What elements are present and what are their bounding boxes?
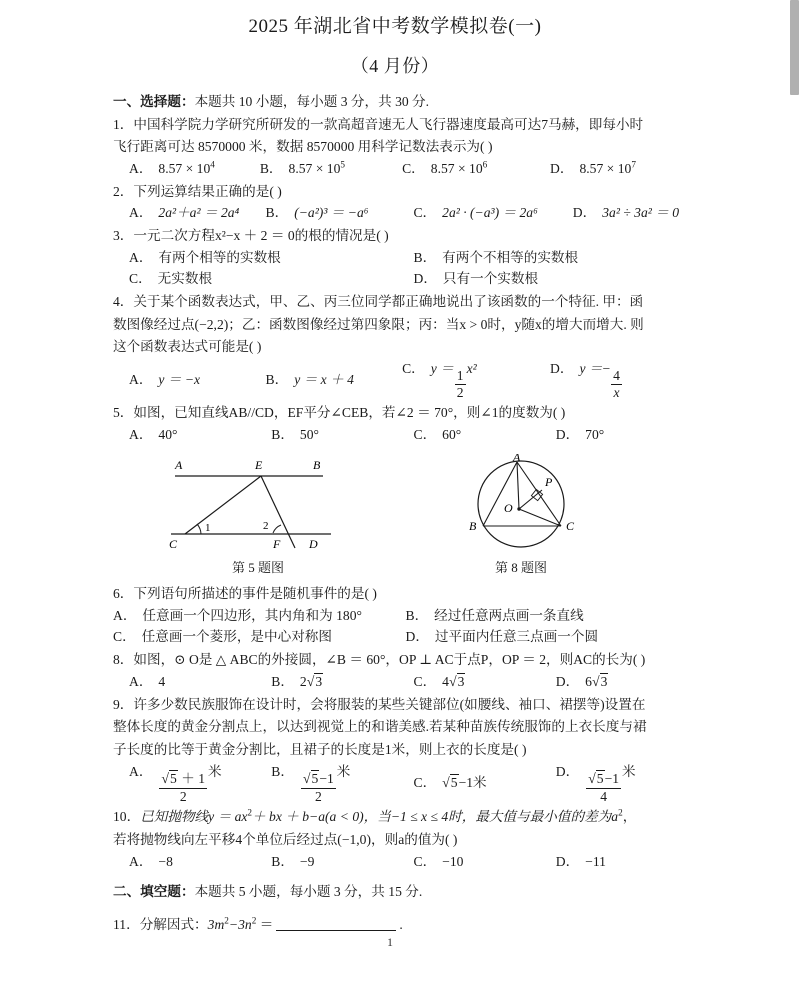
q11-expr-b: −3n	[228, 917, 252, 933]
figure-5	[133, 454, 383, 578]
q9-line2: 整体长度的黄金分割点上，以达到视觉上的和谐美感.若某种苗族传统服饰的上衣长度与裙	[113, 719, 647, 735]
q2-option-a[interactable]: A． 2a²＋a² ＝ 2a⁴	[129, 205, 240, 221]
q9-option-a[interactable]: A． $\frac{√5 + 1}{2}$ 米	[129, 763, 222, 805]
question-9	[113, 695, 698, 716]
q1-line2-text: 飞行距离可达 8570000 米，数据 8570000 用科学记数法表示为( )	[113, 139, 493, 155]
q9-option-b[interactable]: B． $\frac{√5-1}{2}$ 米	[271, 763, 351, 805]
q9-option-c[interactable]: C． √5−1米	[414, 773, 556, 794]
q11-expr-a: 3m	[207, 917, 225, 933]
q9-number: 9．	[113, 696, 134, 712]
q4-option-a[interactable]: A． y ＝ −x	[129, 371, 201, 387]
figure-5-angle-1: 1	[205, 521, 211, 534]
q5-number: 5．	[113, 405, 134, 421]
section-heading-fill	[113, 882, 698, 903]
q8-number: 8．	[113, 651, 134, 667]
q8-option-d[interactable]: D． 6√3	[556, 672, 609, 693]
q10-option-b[interactable]: B． −9	[271, 853, 315, 869]
q5-option-a[interactable]: A． 40°	[129, 426, 178, 442]
q10-option-d[interactable]: D． −11	[555, 853, 606, 869]
q10-line1-b: ＋ bx ＋ b−a(a < 0)，当−1 ≤ x ≤ 4时，最大值与最小值的差为a	[252, 809, 619, 825]
q4-number: 4．	[113, 293, 134, 309]
q5-option-b[interactable]: B． 50°	[271, 426, 319, 442]
page-number: 1	[387, 935, 393, 949]
figure-8-label-O: O	[504, 500, 513, 515]
q2-option-b[interactable]: B． (−a²)³ ＝ −a⁶	[265, 205, 369, 221]
q6-options-row2	[113, 627, 698, 648]
q8-c-sqrt: √3	[448, 673, 465, 690]
q8-text: 如图，⊙ O是 △ ABC的外接圆，∠B ＝ 60°，OP ⊥ AC于点P，OP ＝ 2，则AC的长为( )	[133, 651, 646, 667]
q3-option-b[interactable]: B． 有两个不相等的实数根	[413, 249, 579, 265]
section1-body: 本题共 10 小题，每小题 3 分，共 30 分.	[194, 94, 430, 109]
q4-line3: 这个函数表达式可能是( )	[113, 339, 262, 355]
q3-option-c[interactable]: C． 无实数根	[129, 271, 213, 287]
section2-body: 本题共 5 小题，每小题 3 分，共 15 分.	[194, 884, 423, 900]
q6-option-a[interactable]: A． 任意画一个四边形，其内角和为 180°	[113, 607, 362, 623]
figure-8-label-A: A	[513, 453, 521, 464]
q1-option-a[interactable]: A． $8.57 \times 10^4$	[129, 159, 215, 176]
q8-options	[113, 672, 698, 693]
q10-number: 10．	[113, 809, 141, 825]
q8-option-a[interactable]: A． 4	[129, 673, 166, 689]
section2-prefix: 二、填空题：	[113, 884, 195, 900]
q11-suffix: .	[399, 917, 403, 933]
q9-c-sqrt: √5	[442, 775, 458, 791]
q9-a-fraction: $\frac{√5 + 1}{2}$	[161, 770, 206, 805]
q3-number: 3．	[113, 227, 134, 243]
page-subtitle: （4 月份）	[350, 56, 440, 76]
q9-options	[113, 762, 698, 806]
scrollbar-thumb[interactable]	[790, 0, 799, 95]
question-10: 10．已知抛物线$y = ax^2+$ bx ＋ b−a(a < 0)，当−1 ≤ x ≤ 4时，最大值与最小值的差为$a^2$，	[113, 807, 637, 825]
q4-c-fraction: $\frac{1}{2}$	[456, 367, 464, 400]
q4-options	[113, 359, 698, 401]
q8-b-sqrt: √3	[306, 673, 323, 690]
question-2	[113, 182, 698, 203]
q3-text: 一元二次方程x²−x ＋ 2 ＝ 0的根的情况是( )	[133, 227, 389, 243]
q4-line2: 数图像经过点(−2,2)；乙：函数图像经过第四象限；丙：当x > 0时，y随x的增大而增大. 则	[113, 316, 644, 332]
q6-option-b[interactable]: B． 经过任意两点画一条直线	[405, 607, 584, 623]
q10-line2: 若将抛物线向左平移4个单位后经过点(−1,0)，则a的值为( )	[113, 832, 458, 848]
q8-option-b[interactable]: B． 2√3	[271, 672, 413, 693]
q4-d-sign: −	[602, 360, 611, 376]
q10-line1-c: ，	[622, 809, 637, 825]
q3-option-d[interactable]: D． 只有一个实数根	[413, 271, 539, 287]
q4-line1: 关于某个函数表达式，甲、乙、丙三位同学都正确地说出了该函数的一个特征. 甲：函	[133, 293, 644, 309]
q3-option-a[interactable]: A． 有两个相等的实数根	[129, 249, 281, 265]
q4-option-b[interactable]: B． y ＝ x ＋ 4	[265, 371, 354, 387]
q1-options	[113, 159, 698, 180]
question-5	[113, 403, 698, 424]
q3-options-row1	[113, 248, 698, 269]
q10-options	[113, 852, 698, 873]
q9-d-fraction: $\frac{√5-1}{4}$	[588, 770, 620, 805]
figure-8-drawing	[421, 454, 621, 550]
q3-options-row2	[113, 269, 698, 290]
question-3	[113, 226, 698, 247]
q10-line1-a: 已知抛物线y ＝ ax	[140, 809, 248, 825]
figure-5-label-B: B	[313, 457, 321, 472]
q1-line1: 中国科学院力学研究所研发的一款高超音速无人飞行器速度最高可达7马赫，即每小时	[133, 116, 644, 132]
figure-8	[401, 454, 641, 578]
question-1	[113, 115, 698, 136]
q2-text: 下列运算结果正确的是( )	[133, 183, 282, 199]
figure-5-label-D: D	[309, 536, 318, 550]
figure-5-label-F: F	[273, 536, 281, 550]
q9-option-d[interactable]: D． $\frac{√5-1}{4}$ 米	[555, 763, 636, 805]
figure-8-label-P: P	[545, 474, 553, 489]
figure-8-label-B: B	[469, 518, 477, 533]
exam-content	[0, 78, 790, 936]
figure-5-caption: 第 5 题图	[231, 560, 284, 576]
q4-option-d[interactable]: D． y ＝− $\frac{4}{x}$	[550, 360, 620, 400]
figure-5-angle-2: 2	[263, 519, 269, 532]
question-6	[113, 584, 698, 605]
figure-row	[113, 454, 698, 578]
q4-d-fraction: $\frac{4}{x}$	[613, 367, 620, 400]
figure-5-label-A: A	[175, 457, 183, 472]
q10-option-a[interactable]: A． −8	[129, 853, 173, 869]
q1-number: 1．	[113, 116, 134, 132]
figure-5-drawing	[153, 454, 363, 550]
q2-number: 2．	[113, 183, 134, 199]
q11-expr-c: ＝	[256, 917, 274, 933]
q2-options	[113, 203, 698, 224]
question-4	[113, 292, 698, 313]
q6-options-row1	[113, 606, 698, 627]
q5-option-c[interactable]: C． 60°	[413, 426, 462, 442]
q6-option-d[interactable]: D． 过平面内任意三点画一个圆	[405, 629, 599, 645]
question-8	[113, 650, 698, 671]
q11-prefix: 分解因式：	[139, 917, 208, 933]
q6-number: 6．	[113, 586, 134, 601]
q9-b-fraction: $\frac{√5-1}{2}$	[302, 770, 334, 805]
question-11: 11．分解因式：$3m^2-3n^2$ ＝ .	[113, 915, 403, 933]
q8-d-sqrt: √3	[591, 673, 608, 690]
q10-option-c[interactable]: C． −10	[413, 853, 464, 869]
q2-option-c[interactable]: C． 2a² · (−a³) ＝ 2a⁶	[413, 205, 538, 221]
q1-option-c[interactable]: C． $8.57 \times 10^6$	[402, 159, 488, 176]
q1-option-d[interactable]: D． $8.57 \times 10^7$	[550, 159, 636, 176]
section1-prefix: 一、选择题：	[113, 94, 195, 109]
figure-5-label-C: C	[169, 536, 178, 550]
q1-option-b[interactable]: B． $8.57 \times 10^5$	[259, 159, 346, 176]
q8-option-c[interactable]: C． 4√3	[414, 672, 556, 693]
section-heading-choice	[113, 92, 698, 113]
q11-number: 11．	[113, 917, 140, 933]
page-title: 2025 年湖北省中考数学模拟卷(一)	[248, 16, 542, 37]
q9-line1: 许多少数民族服饰在设计时，会将服装的某些关键部位(如腰线、袖口、裙摆等)设置在	[133, 696, 646, 712]
q4-option-c[interactable]: C． y ＝ $\frac{1}{2}$ x²	[402, 360, 477, 400]
figure-8-caption: 第 8 题图	[494, 560, 547, 576]
q5-option-d[interactable]: D． 70°	[555, 426, 605, 442]
q2-option-d[interactable]: D． 3a² ÷ 3a² ＝ 0	[572, 205, 680, 221]
q5-text: 如图，已知直线AB//CD，EF平分∠CEB，若∠2 ＝ 70°，则∠1的度数为( )	[133, 405, 566, 421]
scrollbar-track[interactable]	[788, 0, 800, 983]
figure-5-label-E: E	[255, 457, 263, 472]
figure-8-label-C: C	[566, 518, 575, 533]
q6-text: 下列语句所描述的事件是随机事件的是( )	[133, 586, 377, 601]
q6-option-c[interactable]: C． 任意画一个菱形，是中心对称图	[113, 629, 332, 645]
q9-line3: 子长度的比等于黄金分割比，且裙子的长度是1米，则上衣的长度是( )	[113, 742, 527, 758]
q5-options	[113, 425, 698, 446]
q1-line2	[113, 137, 698, 158]
q11-answer-blank[interactable]	[276, 917, 396, 931]
